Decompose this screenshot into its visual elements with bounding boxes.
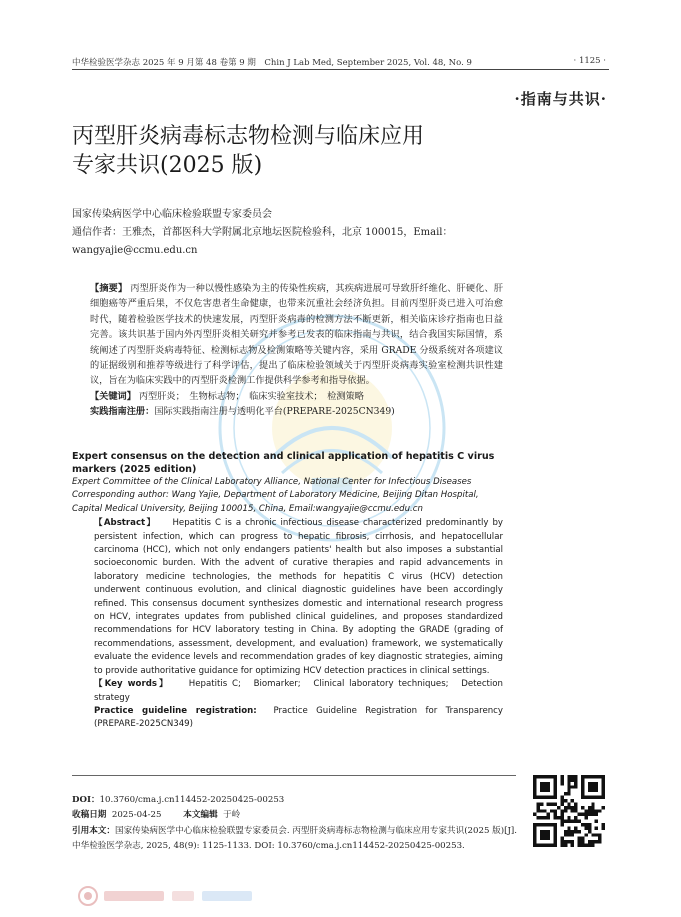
english-registration-label: Practice guideline registration: bbox=[94, 705, 257, 716]
keywords-label: 【关键词】 bbox=[90, 390, 136, 402]
english-abstract-block bbox=[72, 450, 503, 732]
abstract-label: 【摘要】 bbox=[90, 283, 128, 294]
english-committee: Expert Committee of the Clinical Laboratory Alliance, National Center for Infectious Diseases bbox=[72, 477, 472, 487]
doi-label: DOI： bbox=[72, 795, 100, 805]
abstract-text: 丙型肝炎作为一种以慢性感染为主的传染性疾病，其疾病进展可导致肝纤维化、肝硬化、肝细胞癌等严重后果，不仅危害患者生命健康，也带来沉重社会经济负担。目前丙型肝炎已进入可治愈时代，随着检验医学技术的快速发展，丙型肝炎病毒的检测方法不断更新，相关临床诊疗指南也日益完善。该共识基于国内外丙型肝炎相关研究并参考已发表的临床指南与共识，结合我国实际国情，系统阐述了丙型肝炎病毒特征、检测标志物及检测策略等关键内容，采用 GRADE 分级系统对各项建议的证据级别和推荐等级进行了科学评估，提出了临床检验领域关于丙型肝炎病毒实验室检测共识性建议，旨在为临床实践中的丙型肝炎检测工作提供科学参考和指导依据。 bbox=[90, 283, 504, 387]
english-corresponding: Corresponding author: Wang Yajie, Department of Laboratory Medicine, Beijing Ditan Hospital, Capital Medical University, Beijing 100015, China, Email:wangyajie@ccmu.edu.cn bbox=[72, 490, 479, 514]
article-title bbox=[72, 122, 424, 180]
english-title: Expert consensus on the detection and clinical application of hepatitis C virus markers (2025 edition) bbox=[72, 451, 495, 475]
editor-label: 本文编辑 bbox=[183, 810, 218, 821]
english-abstract-paragraph bbox=[72, 517, 503, 678]
english-keywords-label: 【Key words】 bbox=[94, 679, 170, 690]
received-line bbox=[72, 808, 522, 823]
received-date: 2025-04-25 bbox=[111, 810, 162, 821]
footer-rule bbox=[72, 775, 516, 776]
english-registration-text: Practice Guideline Registration for Transparency (PREPARE-2025CN349) bbox=[94, 705, 503, 730]
citation-line bbox=[72, 824, 522, 855]
author-block bbox=[72, 206, 612, 260]
english-registration-line bbox=[72, 705, 503, 732]
qr-code-icon[interactable] bbox=[533, 775, 605, 847]
corresponding-author: 通信作者：王雅杰，首都医科大学附属北京地坛医院检验科，北京 100015，Email： bbox=[72, 227, 453, 238]
english-abstract bbox=[72, 517, 503, 732]
english-keywords-line bbox=[72, 678, 503, 705]
editor-name: 于岭 bbox=[223, 810, 241, 821]
english-keywords-text: Hepatitis C; Biomarker; Clinical laboratory techniques; Detection strategy bbox=[94, 679, 503, 703]
doi-line bbox=[72, 793, 522, 808]
citation-label: 引用本文： bbox=[72, 825, 115, 836]
registration-line bbox=[72, 404, 503, 419]
corresponding-email[interactable]: wangyajie@ccmu.edu.cn bbox=[72, 245, 198, 256]
doi-value[interactable]: 10.3760/cma.j.cn114452-20250425-00253 bbox=[99, 795, 285, 805]
chinese-abstract bbox=[72, 281, 503, 420]
english-abstract-label: 【Abstract】 bbox=[94, 518, 157, 529]
section-tag: ·指南与共识· bbox=[514, 90, 607, 108]
citation-text: 国家传染病医学中心临床检验联盟专家委员会. 丙型肝炎病毒标志物检测与临床应用专家共识(2025 版)[J]. 中华检验医学杂志, 2025, 48(9): 1125-1133. DOI: 10.3760/cma.j.cn114452-20250425-00253. bbox=[72, 825, 517, 851]
title-line-1: 丙型肝炎病毒标志物检测与临床应用 bbox=[72, 124, 425, 149]
title-line-2: 专家共识(2025 版) bbox=[72, 153, 263, 178]
received-label: 收稿日期 bbox=[72, 810, 107, 821]
abstract-paragraph bbox=[72, 281, 503, 389]
registration-label: 实践指南注册： bbox=[90, 406, 155, 418]
author-org: 国家传染病医学中心临床检验联盟专家委员会 bbox=[72, 209, 272, 220]
publisher-logo-icon bbox=[78, 885, 268, 907]
running-head: 中华检验医学杂志 2025 年 9 月第 48 卷第 9 期 Chin J Lab Med, September 2025, Vol. 48, No. 9 bbox=[72, 58, 472, 68]
header-rule bbox=[72, 69, 609, 70]
page-number: · 1125 · bbox=[573, 56, 606, 66]
keywords-text: 丙型肝炎； 生物标志物； 临床实验室技术； 检测策略 bbox=[138, 390, 364, 402]
registration-text: 国际实践指南注册与透明化平台(PREPARE-2025CN349) bbox=[154, 406, 395, 418]
footer-block bbox=[72, 793, 522, 854]
keywords-line bbox=[72, 389, 503, 404]
english-abstract-text: Hepatitis C is a chronic infectious disease characterized predominantly by persistent infection, which can progress to hepatic fibrosis, cirrhosis, and hepatocellular carcinoma (HCC), which not only endangers patients' health but also imposes a substantial socioeconomic burden. With the advent of curative therapies and rapid advancements in laboratory medicine technologies, the methods for hepatitis C virus (HCV) detection underwent continuous evolution, and clinical diagnostic guidelines have been accordingly refined. This consensus document synthesizes domestic and international research progress on HCV, integrates updates from published clinical guidelines, and proposes standardized recommendations for HCV laboratory testing in China. By adopting the GRADE (grading of recommendations, assessment, development, and evaluation) framework, we systematically evaluate the evidence levels and recommendation grades of key diagnostic strategies, aiming to provide authoritative guidance for optimizing HCV detection practices in clinical settings. bbox=[94, 518, 503, 676]
